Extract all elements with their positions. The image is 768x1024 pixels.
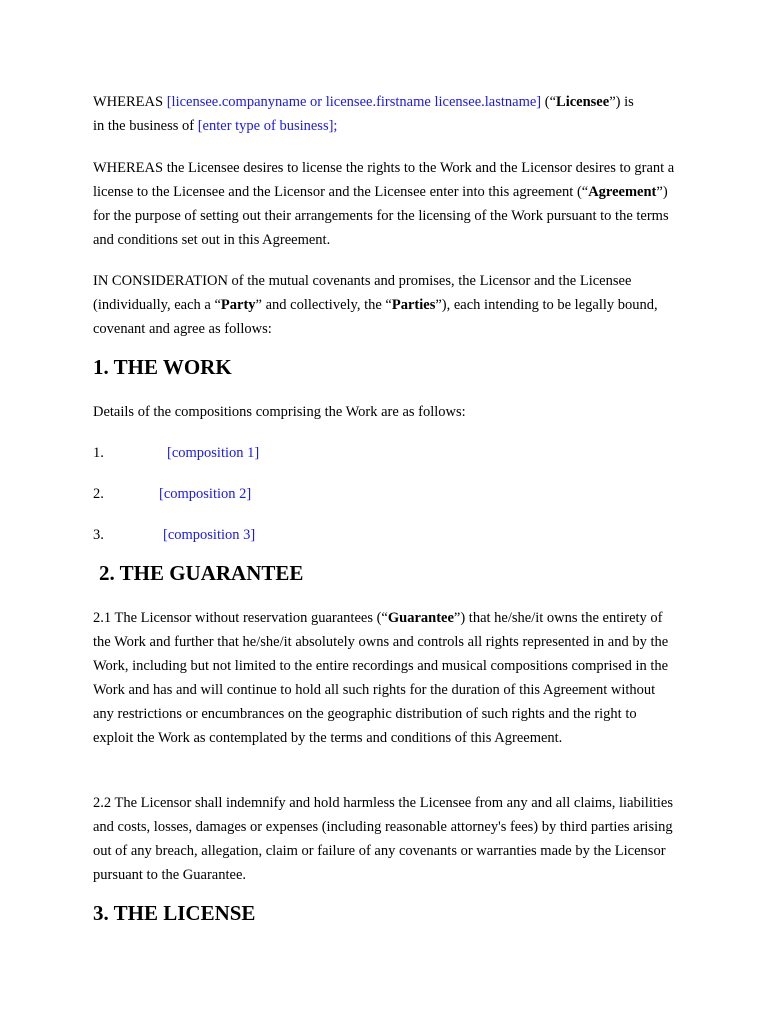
clause-text: ”) that he/she/it owns the entirety of the Work and further that he/she/it absolutely owns and controls all rights represented in and by the Work, including but not limited to the entire recordings and musical compositions comprised in the Work and has and will continue to hold all such rights for the duration of this Agreement without any restrictions or encumbrances on the geographic distribution of such rights and the right to exploit the Work as contemplated by the terms and conditions of this Agreement. xyxy=(93,610,669,746)
recital-text: ”) for the purpose of setting out their arrangements for the licensing of the Work pursuant to the terms and conditions set out in this Agreement. xyxy=(93,184,669,248)
recital-text: ”) is xyxy=(609,94,634,110)
section-heading-license: 3. THE LICENSE xyxy=(93,901,256,925)
recital-text: WHEREAS xyxy=(93,94,167,110)
recital-licensee xyxy=(93,90,683,138)
list-number: 3. xyxy=(93,527,104,543)
business-type-placeholder: [enter type of business]; xyxy=(197,118,338,134)
recital-consideration xyxy=(93,269,675,341)
composition-placeholder: [composition 1] xyxy=(167,445,260,461)
recital-text: ”), each intending to be legally bound, covenant and agree as follows: xyxy=(93,297,658,337)
clause-2-1 xyxy=(93,606,677,750)
composition-placeholder: [composition 2] xyxy=(159,486,252,502)
list-number: 2. xyxy=(93,486,104,502)
composition-item xyxy=(93,482,393,506)
recital-text: IN CONSIDERATION of the mutual covenants and promises, the Licensor and the Licensee (individually, each a “ xyxy=(93,273,632,313)
defined-term-licensee: Licensee xyxy=(556,94,610,110)
recital-text: in the business of xyxy=(93,118,198,134)
section-heading-guarantee: 2. THE GUARANTEE xyxy=(99,561,304,585)
recital-text: ” and collectively, the “ xyxy=(255,297,392,313)
recital-text: (“ xyxy=(541,94,557,110)
section-heading-work: 1. THE WORK xyxy=(93,355,232,379)
defined-term-guarantee: Guarantee xyxy=(387,610,454,626)
work-intro: Details of the compositions comprising the Work are as follows: xyxy=(93,404,466,420)
defined-term-parties: Parties xyxy=(391,297,436,313)
clause-2-2: 2.2 The Licensor shall indemnify and hold harmless the Licensee from any and all claims, liabilities and costs, losses, damages or expenses (including reasonable attorney's fees) by third parties arising out of any breach, allegation, claim or failure of any covenants or warranties made by the Licensor pursuant to the Guarantee. xyxy=(93,795,673,883)
recital-text: WHEREAS the Licensee desires to license the rights to the Work and the Licensor desires to grant a license to the Licensee and the Licensor and the Licensee enter into this agreement (“ xyxy=(93,160,675,200)
licensee-name-placeholder: [licensee.companyname or licensee.firstname licensee.lastname] xyxy=(166,94,542,110)
defined-term-party: Party xyxy=(220,297,256,313)
clause-text: 2.1 The Licensor without reservation guarantees (“ xyxy=(93,610,388,626)
defined-term-agreement: Agreement xyxy=(588,184,657,200)
composition-item xyxy=(93,523,393,547)
list-number: 1. xyxy=(93,445,104,461)
recital-agreement xyxy=(93,156,675,252)
composition-item xyxy=(93,441,393,465)
composition-placeholder: [composition 3] xyxy=(163,527,256,543)
